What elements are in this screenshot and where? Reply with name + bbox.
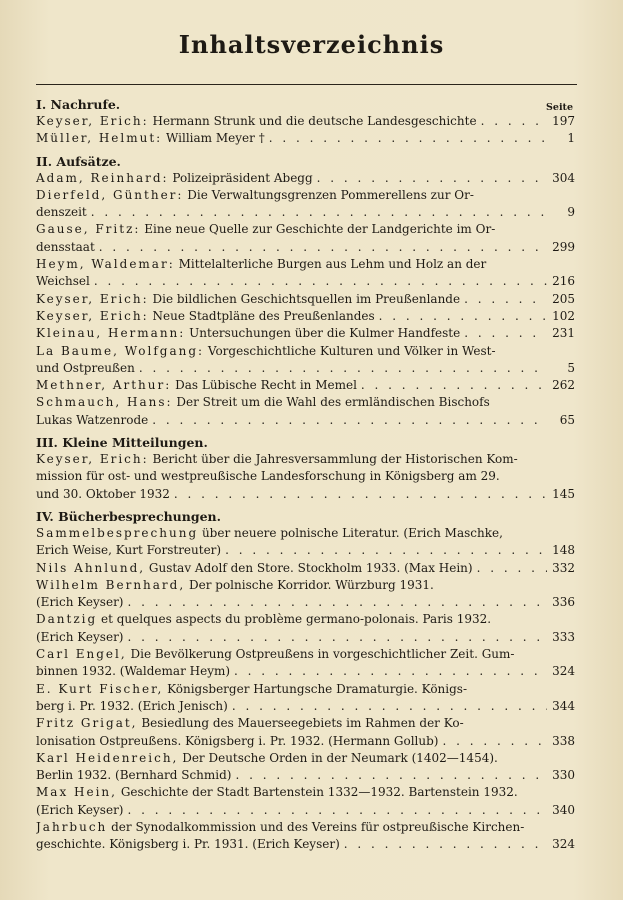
entry-title: über neuere polnische Literatur. (Erich Maschke, [201, 525, 503, 540]
leader-dots [234, 663, 547, 680]
toc-entry [36, 784, 575, 819]
page-number: 231 [552, 326, 575, 341]
page-number: 333 [552, 629, 575, 644]
entry-title: William Meyer † [166, 131, 265, 146]
leader-dots [99, 239, 547, 256]
entry-title: Der Deutsche Orden in der Neumark (1402—1454). [182, 750, 498, 765]
entry-title: Lukas Watzenrode [36, 412, 149, 427]
leader-dots [225, 542, 547, 559]
entry-title: Berlin 1932. (Bernhard Schmid) [36, 768, 232, 783]
entry-title: geschichte. Königsberg i. Pr. 1931. (Erich Keyser) [36, 837, 340, 852]
toc-entry [36, 646, 575, 681]
leader-dots [232, 698, 547, 715]
page-number: 205 [552, 291, 575, 306]
entry-title: Die bildlichen Geschichtsquellen im Preußenlande [152, 291, 461, 306]
entry-author: Keyser, Erich: [36, 308, 149, 323]
entry-title: Der Streit um die Wahl des ermländischen Bischofs [176, 395, 490, 410]
entry-title: lonisation Ostpreußens. Königsberg i. Pr. 1932. (Hermann Gollub) [36, 733, 439, 748]
entry-author: Heym, Waldemar: [36, 257, 175, 272]
page-number: 344 [552, 698, 575, 713]
leader-dots [344, 836, 547, 853]
leader-dots [464, 325, 547, 342]
entry-author: Max Hein, [36, 785, 117, 800]
toc-entry [36, 221, 575, 256]
entry-author: Adam, Reinhard: [36, 170, 169, 185]
entry-title: Hermann Strunk und die deutsche Landesgeschichte [152, 114, 477, 128]
leader-dots [317, 170, 547, 187]
entry-author: Carl Engel, [36, 647, 127, 662]
toc-entry [36, 394, 575, 429]
leader-dots [464, 291, 547, 308]
entry-title: Der polnische Korridor. Würzburg 1931. [189, 577, 434, 592]
entry-author: Fritz Grigat, [36, 716, 138, 731]
entry-title: berg i. Pr. 1932. (Erich Jenisch) [36, 698, 228, 713]
toc-entry [36, 130, 575, 147]
toc-entry [36, 577, 575, 612]
leader-dots [139, 360, 547, 377]
section-heading: II. Aufsätze. [36, 153, 121, 169]
page-number: 340 [552, 802, 575, 817]
page-number: 332 [552, 560, 575, 575]
toc-entry [36, 750, 575, 785]
entry-author: Nils Ahnlund, [36, 560, 146, 575]
toc-entry [36, 291, 575, 308]
toc-entry [36, 308, 575, 325]
entry-author: Keyser, Erich: [36, 114, 149, 128]
section-heading: IV. Bücherbesprechungen. [36, 508, 221, 524]
toc-entry [36, 187, 575, 222]
toc-entry [36, 451, 575, 503]
entry-author: Dantzig [36, 612, 98, 627]
entry-author: Gause, Fritz: [36, 222, 141, 237]
entry-title: et quelques aspects du problème germano-polonais. Paris 1932. [101, 612, 492, 627]
entry-title: Die Verwaltungsgrenzen Pommerellens zur Or- [187, 187, 474, 202]
entry-title: der Synodalkommission und des Vereins für ostpreußische Kirchen- [111, 819, 525, 834]
table-of-contents [36, 96, 575, 854]
entry-title: Eine neue Quelle zur Geschichte der Landgerichte im Or- [144, 222, 496, 237]
toc-entry [36, 819, 575, 854]
toc-entry [36, 715, 575, 750]
leader-dots [379, 308, 547, 325]
leader-dots [442, 733, 547, 750]
entry-author: Keyser, Erich: [36, 291, 149, 306]
entry-author: Karl Heidenreich, [36, 750, 179, 765]
page-number: 102 [552, 308, 575, 323]
toc-entry [36, 256, 575, 291]
page-number: 65 [559, 412, 575, 427]
entry-title: und 30. Oktober 1932 [36, 486, 170, 501]
leader-dots [269, 130, 547, 147]
entry-title: Besiedlung des Mauerseegebiets im Rahmen der Ko- [141, 716, 464, 731]
page-number: 145 [552, 486, 575, 501]
entry-author: Sammelbesprechung [36, 525, 199, 540]
entry-title: densstaat [36, 239, 95, 254]
entry-title: (Erich Keyser) [36, 802, 124, 817]
toc-entry [36, 343, 575, 378]
entry-title: Gustav Adolf den Store. Stockholm 1933. (Max Hein) [148, 560, 473, 575]
entry-title: Das Lübische Recht in Memel [175, 378, 357, 393]
page-number: 9 [567, 205, 575, 220]
entry-title: Königsberger Hartungsche Dramaturgie. Königs- [167, 681, 468, 696]
toc-entry [36, 611, 575, 646]
page-number: 216 [552, 274, 575, 289]
leader-dots [481, 113, 547, 130]
entry-author: Schmauch, Hans: [36, 395, 173, 410]
entry-author: Keyser, Erich: [36, 452, 149, 467]
entry-title: und Ostpreußen [36, 360, 135, 375]
page-number: 262 [552, 378, 575, 393]
entry-title: (Erich Keyser) [36, 595, 124, 610]
entry-author: Dierfeld, Günther: [36, 187, 184, 202]
entry-author: Kleinau, Hermann: [36, 326, 186, 341]
entry-author: E. Kurt Fischer, [36, 681, 164, 696]
page-number: 197 [552, 114, 575, 128]
leader-dots [361, 377, 547, 394]
toc-entry [36, 681, 575, 716]
section-heading: I. Nachrufe. [36, 97, 121, 112]
page-number: 336 [552, 595, 575, 610]
header-rule [36, 84, 577, 85]
toc-entry [36, 325, 575, 342]
page-number: 1 [567, 131, 575, 146]
toc-entry [36, 525, 575, 560]
leader-dots [174, 486, 547, 503]
page-number: 299 [552, 239, 575, 254]
entry-title: Untersuchungen über die Kulmer Handfeste [189, 326, 461, 341]
leader-dots [477, 560, 547, 577]
page-number: 338 [552, 733, 575, 748]
leader-dots [94, 273, 547, 290]
page-number: 324 [552, 837, 575, 852]
entry-author: La Baume, Wolfgang: [36, 343, 205, 358]
page-number: 304 [552, 170, 575, 185]
entry-title: Die Bevölkerung Ostpreußens in vorgeschichtlicher Zeit. Gum- [130, 647, 515, 662]
page-number: 324 [552, 664, 575, 679]
entry-title: binnen 1932. (Waldemar Heym) [36, 664, 231, 679]
page-title: Inhaltsverzeichnis [178, 30, 445, 59]
section-heading: III. Kleine Mitteilungen. [36, 435, 208, 451]
leader-dots [152, 412, 547, 429]
entry-title: Vorgeschichtliche Kulturen und Völker in West- [207, 343, 496, 358]
entry-title: Mittelalterliche Burgen aus Lehm und Holz an der [178, 257, 487, 272]
entry-title: Bericht über die Jahresversammlung der Historischen Kom- [152, 452, 518, 467]
leader-dots [91, 204, 547, 221]
toc-entry [36, 113, 575, 130]
leader-dots [235, 767, 547, 784]
entry-title: mission für ost- und westpreußische Landesforschung in Königsberg am 29. [36, 469, 500, 484]
leader-dots [127, 629, 547, 646]
entry-title: Weichsel [36, 274, 90, 289]
entry-title: Erich Weise, Kurt Forstreuter) [36, 543, 222, 558]
entry-title: (Erich Keyser) [36, 629, 124, 644]
toc-entry [36, 170, 575, 187]
entry-title: Geschichte der Stadt Bartenstein 1332—1932. Bartenstein 1932. [120, 785, 518, 800]
toc-entry [36, 377, 575, 394]
entry-author: Jahrbuch [36, 819, 108, 834]
entry-title: denszeit [36, 205, 87, 220]
page-number: 148 [552, 543, 575, 558]
entry-author: Müller, Helmut: [36, 131, 163, 146]
entry-author: Wilhelm Bernhard, [36, 577, 186, 592]
entry-title: Polizeipräsident Abegg [172, 170, 313, 185]
seite-label: Seite [546, 102, 573, 113]
toc-entry [36, 560, 575, 577]
page-number: 5 [567, 360, 575, 375]
entry-title: Neue Stadtpläne des Preußenlandes [152, 308, 375, 323]
leader-dots [127, 802, 547, 819]
entry-author: Methner, Arthur: [36, 378, 172, 393]
page-number: 330 [552, 768, 575, 783]
leader-dots [127, 594, 547, 611]
